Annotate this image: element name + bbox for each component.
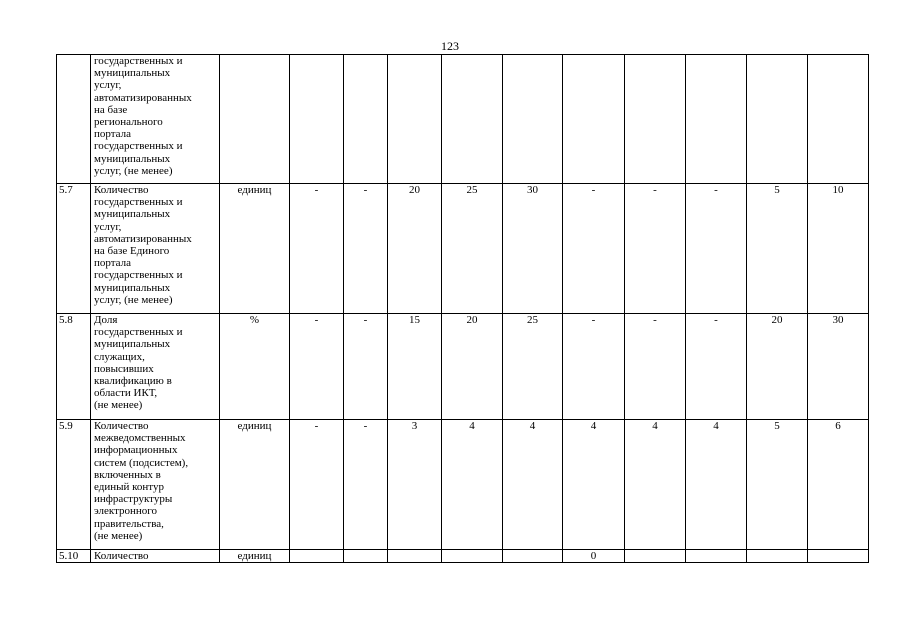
value-cell [388, 550, 442, 563]
value-cell [563, 55, 625, 184]
value-cell: 4 [686, 420, 747, 550]
table-row [57, 184, 869, 314]
value-cell [344, 550, 388, 563]
value-cell: - [344, 314, 388, 420]
value-cell: 4 [625, 420, 686, 550]
value-cell: - [563, 314, 625, 420]
value-cell [442, 55, 503, 184]
value-cell: - [290, 420, 344, 550]
value-cell [442, 550, 503, 563]
value-cell: 25 [442, 184, 503, 314]
value-cell: - [290, 314, 344, 420]
value-cell: - [563, 184, 625, 314]
value-cell: - [290, 184, 344, 314]
value-cell: 4 [442, 420, 503, 550]
value-cell [388, 55, 442, 184]
indicator-name-cell: Количество [91, 550, 220, 563]
row-number-cell: 5.7 [57, 184, 91, 314]
value-cell: 20 [442, 314, 503, 420]
value-cell [290, 550, 344, 563]
indicator-name-cell: Количество государственных и муниципальных услуг, автоматизированных на базе Единого портала государственных и муниципальных услуг, (не менее) [91, 184, 220, 314]
row-number-cell [57, 55, 91, 184]
value-cell: 6 [808, 420, 869, 550]
unit-cell: единиц [220, 550, 290, 563]
row-number-cell: 5.9 [57, 420, 91, 550]
indicator-name-cell: Доля государственных и муниципальных служащих, повысивших квалификацию в области ИКТ, (не менее) [91, 314, 220, 420]
value-cell [625, 55, 686, 184]
value-cell: 0 [563, 550, 625, 563]
indicator-name-cell: государственных и муниципальных услуг, автоматизированных на базе регионального портала государственных и муниципальных услуг, (не менее) [91, 55, 220, 184]
value-cell: 30 [503, 184, 563, 314]
value-cell [503, 550, 563, 563]
unit-cell: единиц [220, 184, 290, 314]
value-cell [808, 55, 869, 184]
value-cell: 15 [388, 314, 442, 420]
indicator-name-cell: Количество межведомственных информационных систем (подсистем), включенных в единый контур инфраструктуры электронного правительства, (не менее) [91, 420, 220, 550]
value-cell [625, 550, 686, 563]
value-cell: 20 [388, 184, 442, 314]
value-cell [747, 550, 808, 563]
value-cell [808, 550, 869, 563]
indicator-table [56, 54, 869, 563]
value-cell: 4 [563, 420, 625, 550]
value-cell: - [625, 184, 686, 314]
value-cell: 10 [808, 184, 869, 314]
value-cell: - [344, 420, 388, 550]
value-cell: 5 [747, 184, 808, 314]
table-body [57, 55, 869, 563]
value-cell [747, 55, 808, 184]
row-number-cell: 5.10 [57, 550, 91, 563]
value-cell [686, 55, 747, 184]
value-cell [344, 55, 388, 184]
value-cell [503, 55, 563, 184]
value-cell: 25 [503, 314, 563, 420]
unit-cell: % [220, 314, 290, 420]
value-cell: 5 [747, 420, 808, 550]
value-cell: - [344, 184, 388, 314]
value-cell [290, 55, 344, 184]
value-cell: - [686, 184, 747, 314]
value-cell: 20 [747, 314, 808, 420]
row-number-cell: 5.8 [57, 314, 91, 420]
table-row [57, 550, 869, 563]
value-cell: 30 [808, 314, 869, 420]
table-row [57, 55, 869, 184]
unit-cell: единиц [220, 420, 290, 550]
value-cell: 4 [503, 420, 563, 550]
value-cell [686, 550, 747, 563]
table-row [57, 420, 869, 550]
value-cell: - [686, 314, 747, 420]
page-number: 123 [441, 39, 459, 53]
value-cell: 3 [388, 420, 442, 550]
unit-cell [220, 55, 290, 184]
table-row [57, 314, 869, 420]
value-cell: - [625, 314, 686, 420]
